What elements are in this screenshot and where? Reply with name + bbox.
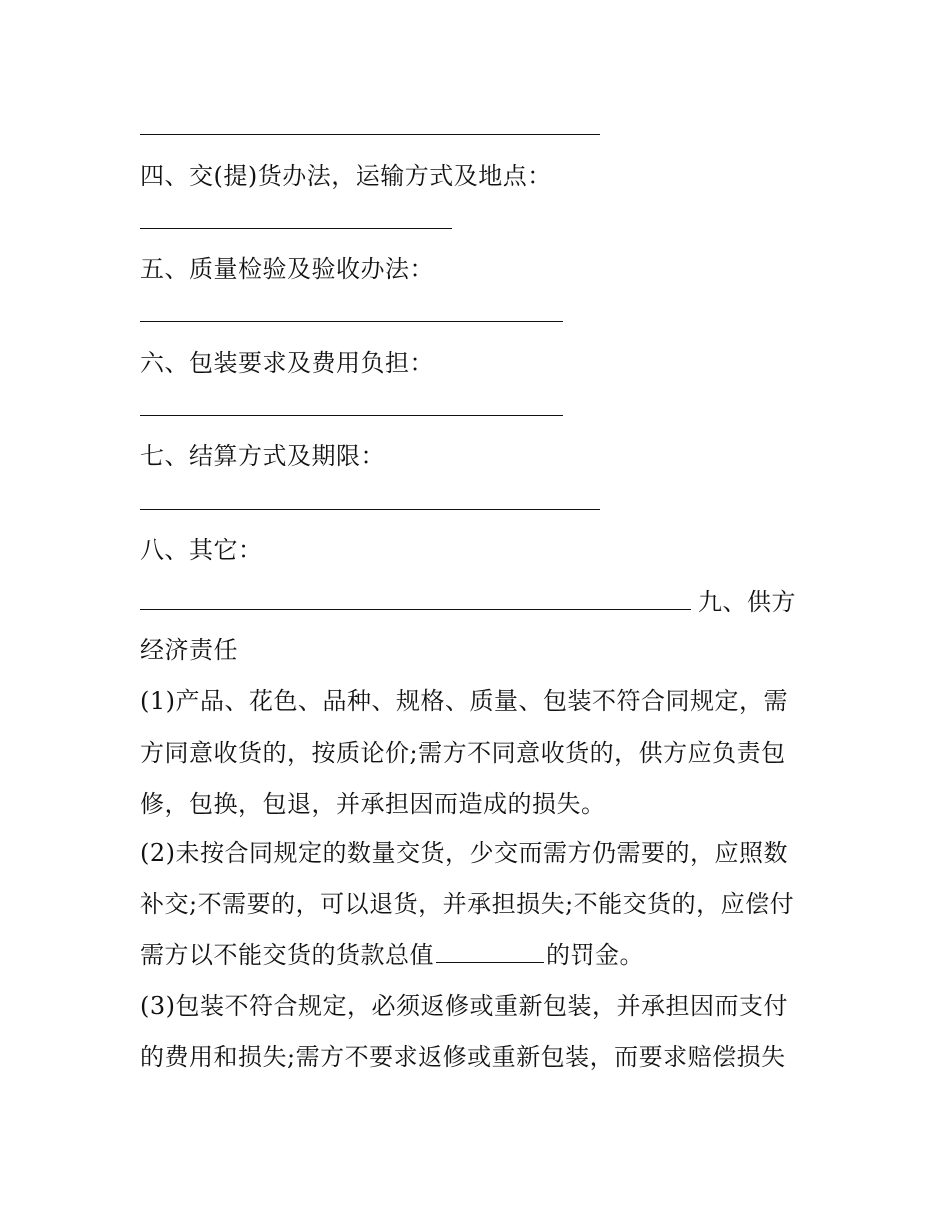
section-eight-title: 八、其它：: [140, 536, 263, 564]
section-five-title: 五、质量检验及验收办法：: [140, 255, 434, 283]
penalty-blank: [436, 940, 544, 963]
clause-2-line-3: [140, 940, 644, 970]
clause-1-line-1: (1)产品、花色、品种、规格、质量、包装不符合同规定，需: [140, 687, 788, 715]
section-seven-title: 七、结算方式及期限：: [140, 442, 385, 470]
blank-line-4: [140, 415, 563, 416]
clause-1-line-2: 方同意收货的，按质论价;需方不同意收货的，供方应负责包: [140, 739, 786, 767]
clause-2-line-1: (2)未按合同规定的数量交货，少交而需方仍需要的，应照数: [140, 839, 788, 867]
blank-line-6: [140, 609, 691, 610]
clause-2-line-2: 补交;不需要的，可以退货，并承担损失;不能交货的，应偿付: [140, 890, 795, 918]
clause-3-line-2: 的费用和损失;需方不要求返修或重新包装，而要求赔偿损失: [140, 1043, 786, 1071]
blank-line-5: [140, 509, 600, 510]
clause-2-line-3-text-b: 的罚金。: [546, 941, 644, 969]
clause-3-line-1: (3)包装不符合规定，必须返修或重新包装，并承担因而支付: [140, 992, 788, 1020]
blank-line-1: [140, 134, 600, 135]
section-nine-title-part1: 九、供方: [698, 588, 796, 616]
clause-1-line-3: 修，包换，包退，并承担因而造成的损失。: [140, 790, 606, 818]
section-six-title: 六、包装要求及费用负担：: [140, 349, 434, 377]
blank-line-3: [140, 321, 563, 322]
blank-line-2: [140, 228, 452, 229]
clause-2-line-3-text-a: 需方以不能交货的货款总值: [140, 941, 434, 969]
section-four-title: 四、交(提)货办法，运输方式及地点：: [140, 162, 552, 190]
section-nine-title-part2: 经济责任: [140, 636, 238, 664]
